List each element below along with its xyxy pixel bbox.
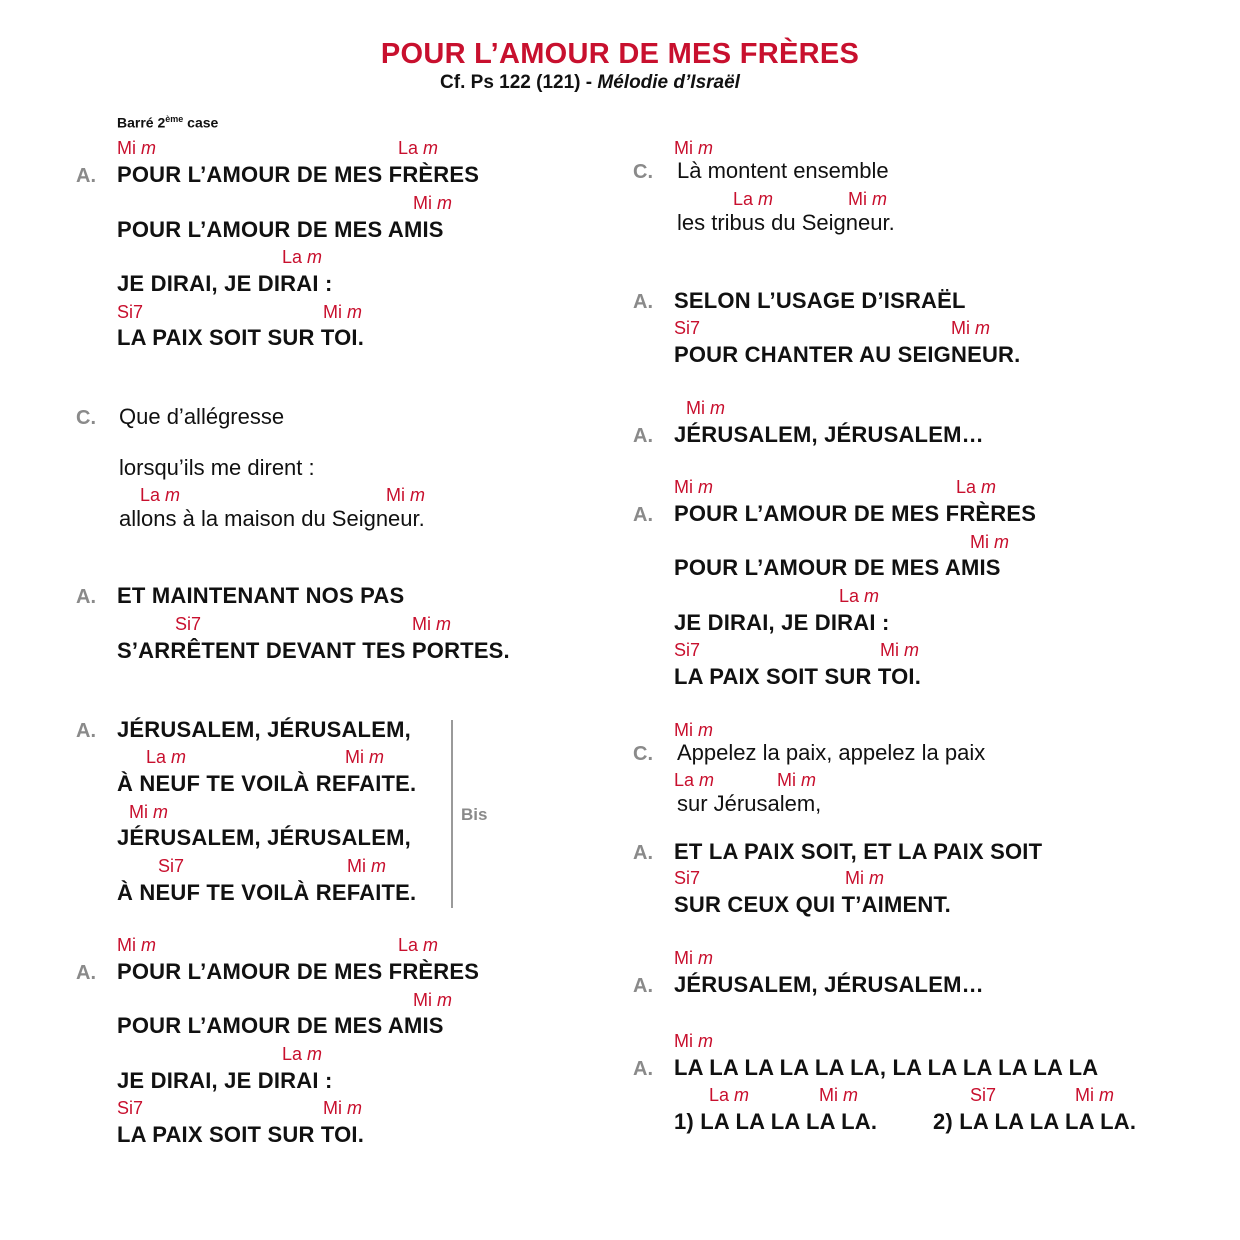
chord: Mi m bbox=[777, 770, 816, 790]
lyric-line: JÉRUSALEM, JÉRUSALEM… bbox=[674, 972, 984, 997]
chord: Mi m bbox=[674, 720, 713, 740]
chord: Mi m bbox=[413, 990, 452, 1010]
chord: La m bbox=[674, 770, 715, 790]
lyric-line: les tribus du Seigneur. bbox=[677, 210, 895, 235]
lyric-line: ET MAINTENANT NOS PAS bbox=[117, 583, 405, 608]
psalm-reference: Cf. Ps 122 (121) - bbox=[440, 72, 598, 93]
chord: Si7 bbox=[117, 1098, 144, 1118]
lyric-line: 1) LA LA LA LA LA. bbox=[674, 1109, 878, 1134]
lyric-line: POUR L’AMOUR DE MES FRÈRES bbox=[674, 501, 1037, 526]
lyric-line: JE DIRAI, JE DIRAI : bbox=[117, 1068, 333, 1093]
chord: Si7 bbox=[674, 640, 701, 660]
lyric-line: POUR L’AMOUR DE MES FRÈRES bbox=[117, 959, 480, 984]
section-label: A. bbox=[633, 425, 653, 447]
chord: Mi m bbox=[323, 302, 362, 322]
chord: Mi m bbox=[323, 1098, 362, 1118]
section-label: C. bbox=[633, 743, 653, 765]
chord: Mi m bbox=[117, 138, 156, 158]
chord: Mi m bbox=[674, 948, 713, 968]
lyric-line: JÉRUSALEM, JÉRUSALEM, bbox=[117, 825, 411, 850]
chord: Mi m bbox=[880, 640, 919, 660]
chord: Mi m bbox=[674, 477, 713, 497]
chord: Mi m bbox=[413, 193, 452, 213]
section-label: C. bbox=[76, 407, 96, 429]
lyric-line: À NEUF TE VOILÀ REFAITE. bbox=[117, 771, 417, 796]
lyric-line: 2) LA LA LA LA LA. bbox=[933, 1109, 1137, 1134]
chord: Si7 bbox=[158, 856, 185, 876]
chord: Mi m bbox=[951, 318, 990, 338]
section-label: A. bbox=[76, 586, 96, 608]
lyric-line: ET LA PAIX SOIT, ET LA PAIX SOIT bbox=[674, 839, 1043, 864]
lyric-line: lorsqu’ils me dirent : bbox=[119, 455, 315, 480]
section-label: A. bbox=[76, 165, 96, 187]
chord: Si7 bbox=[175, 614, 202, 634]
chord: Si7 bbox=[674, 318, 701, 338]
chord: Si7 bbox=[674, 868, 701, 888]
chord: Si7 bbox=[970, 1085, 997, 1105]
lyric-line: JÉRUSALEM, JÉRUSALEM, bbox=[117, 717, 411, 742]
chord: Mi m bbox=[412, 614, 451, 634]
chord: Si7 bbox=[117, 302, 144, 322]
lyric-line: sur Jérusalem, bbox=[677, 791, 822, 816]
lyric-line: POUR L’AMOUR DE MES FRÈRES bbox=[117, 162, 480, 187]
chord: La m bbox=[398, 935, 439, 955]
chord: La m bbox=[140, 485, 181, 505]
lyric-line: POUR L’AMOUR DE MES AMIS bbox=[674, 555, 1001, 580]
chord: Mi m bbox=[674, 138, 713, 158]
chord: Mi m bbox=[848, 189, 887, 209]
section-label: C. bbox=[633, 161, 653, 183]
section-label: A. bbox=[633, 975, 653, 997]
capo-note: Barré 2ème case bbox=[117, 114, 219, 131]
chord: La m bbox=[956, 477, 997, 497]
lyric-line: JE DIRAI, JE DIRAI : bbox=[674, 610, 890, 635]
lyric-line: LA LA LA LA LA LA, LA LA LA LA LA LA bbox=[674, 1055, 1099, 1080]
chord: Mi m bbox=[386, 485, 425, 505]
chord: La m bbox=[733, 189, 774, 209]
melody-credit: Mélodie d’Israël bbox=[597, 72, 740, 93]
chord: La m bbox=[709, 1085, 750, 1105]
section-label: A. bbox=[76, 720, 96, 742]
chord: La m bbox=[839, 586, 880, 606]
lyric-line: Là montent ensemble bbox=[677, 158, 889, 183]
chord: Mi m bbox=[345, 747, 384, 767]
lyric-line: POUR L’AMOUR DE MES AMIS bbox=[117, 1013, 444, 1038]
section-label: A. bbox=[76, 962, 96, 984]
chord: La m bbox=[146, 747, 187, 767]
chord: Mi m bbox=[347, 856, 386, 876]
section-label: A. bbox=[633, 291, 653, 313]
chord: La m bbox=[398, 138, 439, 158]
lyric-line: SUR CEUX QUI T’AIMENT. bbox=[674, 892, 951, 917]
chord: Mi m bbox=[129, 802, 168, 822]
chord: Mi m bbox=[686, 398, 725, 418]
section-label: A. bbox=[633, 842, 653, 864]
chord: Mi m bbox=[970, 532, 1009, 552]
bis-label: Bis bbox=[461, 805, 488, 824]
chord: La m bbox=[282, 1044, 323, 1064]
chord: Mi m bbox=[845, 868, 884, 888]
section-label: A. bbox=[633, 504, 653, 526]
lyric-line: JÉRUSALEM, JÉRUSALEM… bbox=[674, 422, 984, 447]
chord: Mi m bbox=[117, 935, 156, 955]
chord: Mi m bbox=[1075, 1085, 1114, 1105]
lyric-line: POUR L’AMOUR DE MES AMIS bbox=[117, 217, 444, 242]
lyric-line: POUR CHANTER AU SEIGNEUR. bbox=[674, 342, 1021, 367]
chord: Mi m bbox=[674, 1031, 713, 1051]
lyric-line: SELON L’USAGE D’ISRAËL bbox=[674, 288, 966, 313]
lyric-line: S’ARRÊTENT DEVANT TES PORTES. bbox=[117, 638, 510, 663]
lyric-line: À NEUF TE VOILÀ REFAITE. bbox=[117, 880, 417, 905]
lyric-line: LA PAIX SOIT SUR TOI. bbox=[117, 1122, 365, 1147]
lyric-line: Appelez la paix, appelez la paix bbox=[677, 740, 986, 765]
section-label: A. bbox=[633, 1058, 653, 1080]
chord: La m bbox=[282, 247, 323, 267]
lyric-line: LA PAIX SOIT SUR TOI. bbox=[674, 664, 922, 689]
chord: Mi m bbox=[819, 1085, 858, 1105]
lyric-line: Que d’allégresse bbox=[119, 404, 285, 429]
song-subtitle bbox=[0, 72, 1180, 94]
bis-bracket bbox=[451, 720, 453, 908]
lyric-line: allons à la maison du Seigneur. bbox=[119, 506, 425, 531]
lyric-line: JE DIRAI, JE DIRAI : bbox=[117, 271, 333, 296]
song-title: POUR L’AMOUR DE MES FRÈRES bbox=[380, 38, 860, 70]
lyric-line: LA PAIX SOIT SUR TOI. bbox=[117, 325, 365, 350]
